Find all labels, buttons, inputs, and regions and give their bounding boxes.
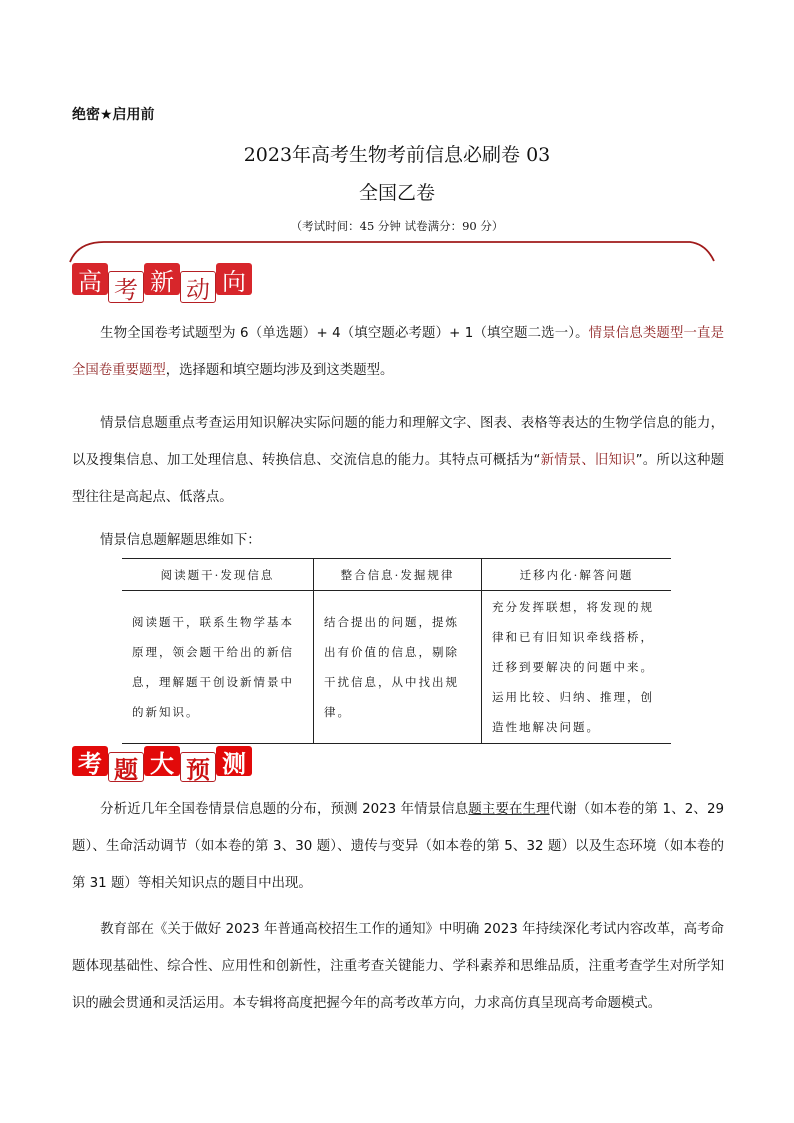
table-header-cell: 整合信息·发掘规律 [314,559,482,591]
table-header-cell: 阅读题干·发现信息 [122,559,314,591]
table-cell: 结合提出的问题，提炼出有价值的信息，剔除干扰信息，从中找出规律。 [314,591,482,744]
confidential-mark: 绝密★启用前 [72,107,155,123]
highlighted-text: 情景信息类题型一直是全国卷重要题型 [72,326,724,378]
badge-char: 预 [180,752,216,782]
table-cell: 阅读题干，联系生物学基本原理，领会题干给出的新信息，理解题干创设新情景中的新知识。 [122,591,314,744]
paragraph-text: 教育部在《关于做好 2023 年普通高校招生工作的通知》中明确 2023 年持续深化考试内容改革，高考命题体现基础性、综合性、应用性和创新性，注重考查关键能力、学科素养和思维品质，注重考查学生对所学知识的融会贯通和灵活运用。本专辑将高度把握今年的高考改革方向，力求高仿真呈现高考命题模式。 [72,922,724,1011]
underlined-text: 题主要在生理 [468,802,550,817]
solving-thinking-table [122,558,671,744]
badge-char: 考 [72,746,108,776]
table-intro: 情景信息题解题思维如下： [100,533,261,548]
badge-char: 测 [216,746,252,776]
paragraph-prediction [72,791,724,902]
table-header-cell: 迁移内化·解答问题 [482,559,672,591]
badge-char: 动 [180,271,216,303]
paragraph-text: 情景信息题重点考查运用知识解决实际问题的能力和理解文字、图表、表格等表达的生物学信息的能力，以及搜集信息、加工处理信息、转换信息、交流信息的能力。其特点可概括为“ [72,416,724,468]
table-row [122,591,671,744]
table-cell: 充分发挥联想，将发现的规律和已有旧知识牵线搭桥，迁移到要解决的问题中来。运用比较、归纳、推理，创造性地解决问题。 [482,591,672,744]
table-header-row [122,559,671,591]
badge-char: 大 [144,746,180,776]
paragraph-text: 代谢（如本卷的第 1、2、29 题）、生命活动调节（如本卷的第 3、30 题）、遗传与变异（如本卷的第 5、32 题）以及生态环境（如本卷的第 31 题）等相关知识点的题目中出现。 [72,802,725,891]
paragraph-text: 分析近几年全国卷情景信息题的分布，预测 2023 年情景信息 [100,802,469,817]
badge-char: 向 [216,263,252,295]
page-title: 2023年高考生物考前信息必刷卷 03 [243,144,551,166]
badge-char: 高 [72,263,108,295]
badge-char: 题 [108,752,144,782]
paragraph-question-types [72,315,724,389]
badge-char: 新 [144,263,180,295]
paragraph-text: ，选择题和填空题均涉及到这类题型。 [165,363,394,378]
badge-char: 考 [108,271,144,303]
section-badge-exam-prediction [72,746,252,782]
page-subtitle: 全国乙卷 [358,182,435,204]
paragraph-question-focus [72,405,724,516]
section-badge-exam-trends [72,263,252,303]
exam-info: （考试时间：45 分钟 试卷满分：90 分） [290,219,504,233]
paragraph-text: 生物全国卷考试题型为 6（单选题）+ 4（填空题必考题）+ 1（填空题二选一）。 [100,326,589,341]
paragraph-education-policy [72,911,724,1022]
decorative-curve-divider [0,0,794,300]
paragraph-text: ”。所以这种题型往往是高起点、低落点。 [72,453,725,505]
highlighted-text: 新情景、旧知识 [540,453,636,468]
